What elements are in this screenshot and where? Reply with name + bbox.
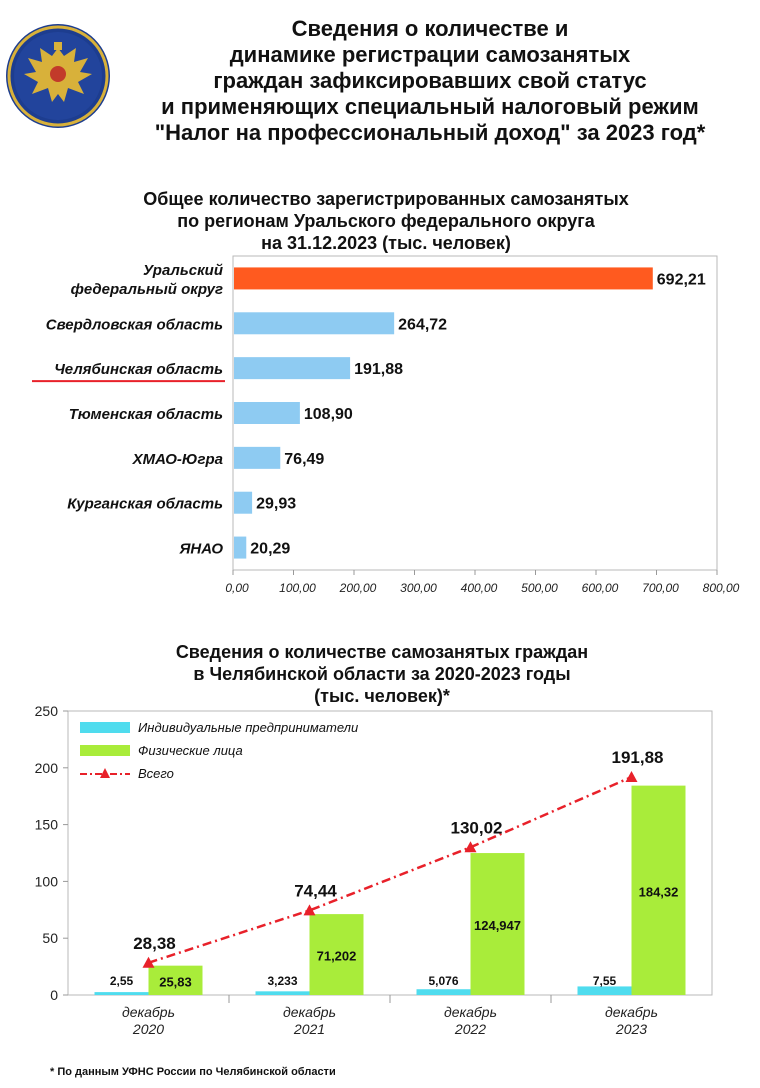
total-value-label: 74,44	[294, 881, 337, 901]
bar-ip	[417, 989, 471, 995]
y-tick-label: 50	[42, 930, 58, 947]
bar	[234, 492, 252, 514]
x-tick-label: 800,00	[702, 581, 740, 595]
category-label: декабрь	[444, 1004, 497, 1020]
bar-value-label: 191,88	[354, 361, 404, 379]
footnote: * По данным УФНС России по Челябинской области	[50, 1066, 336, 1078]
regions-bar-chart	[0, 250, 760, 610]
category-label: 2021	[293, 1021, 326, 1037]
bar	[234, 402, 300, 424]
category-label: Челябинская область	[54, 361, 223, 379]
bar-fl-value-label: 124,947	[474, 918, 521, 934]
y-tick-label: 250	[34, 705, 58, 719]
chart1-title-line: на 31.12.2023 (тыс. человек)	[261, 233, 511, 253]
main-title-line: и применяющих специальный налоговый режим	[161, 94, 699, 119]
legend-label: Физические лица	[138, 743, 243, 758]
x-tick-label: 700,00	[642, 581, 679, 595]
bar	[234, 312, 394, 334]
chelyabinsk-dynamics-chart	[0, 705, 760, 1055]
x-tick-label: 600,00	[581, 581, 619, 595]
bar-ip	[95, 992, 149, 995]
y-tick-label: 100	[34, 873, 58, 890]
category-label: 2022	[454, 1021, 487, 1037]
chart2-title-line: Сведения о количестве самозанятых граждан	[175, 642, 589, 662]
chart2-title-line: (тыс. человек)*	[314, 686, 450, 706]
chart1-title-line: Общее количество зарегистрированных самозанятых	[143, 189, 629, 209]
y-tick-label: 200	[34, 759, 58, 776]
category-label: Свердловская область	[45, 316, 223, 334]
legend-label: Всего	[138, 766, 174, 781]
bar-ip-value-label: 5,076	[428, 974, 459, 988]
bar	[234, 537, 246, 559]
bar-value-label: 20,29	[250, 540, 291, 558]
bar-fl-value-label: 71,202	[316, 948, 357, 964]
bar	[234, 447, 280, 469]
bar-ip-value-label: 7,55	[592, 974, 617, 988]
x-tick-label: 500,00	[521, 581, 558, 595]
bar-ip-value-label: 3,233	[267, 974, 298, 988]
bar-fl-value-label: 25,83	[159, 974, 192, 990]
category-label: федеральный округ	[70, 280, 223, 298]
legend-swatch	[80, 745, 130, 756]
chart1-title	[6, 188, 760, 254]
main-title-line: граждан зафиксировавших свой статус	[213, 68, 647, 93]
bar-value-label: 29,93	[256, 495, 297, 513]
category-label: Уральский	[143, 261, 223, 279]
category-label: Курганская область	[67, 495, 223, 513]
category-label: декабрь	[605, 1004, 658, 1020]
emblem-icon	[4, 22, 112, 130]
main-title-line: Сведения о количестве и	[291, 16, 569, 41]
bar-fl-value-label: 184,32	[638, 884, 679, 900]
y-tick-label: 0	[50, 987, 58, 1003]
x-tick-label: 100,00	[279, 581, 316, 595]
main-title-line: "Налог на профессиональный доход" за 2023 год*	[154, 120, 706, 145]
category-label: 2020	[132, 1021, 165, 1037]
y-tick-label: 150	[34, 816, 58, 833]
legend-label: Индивидуальные предприниматели	[138, 720, 359, 735]
legend-swatch	[80, 722, 130, 733]
chart1-title-line: по регионам Уральского федерального округа	[177, 211, 595, 231]
category-label: ХМАО-Югра	[132, 450, 223, 468]
x-tick-label: 400,00	[460, 581, 498, 595]
bar-value-label: 76,49	[284, 450, 325, 468]
category-label: 2023	[615, 1021, 648, 1037]
total-value-label: 130,02	[450, 818, 503, 838]
category-label: декабрь	[283, 1004, 336, 1020]
bar-ip	[256, 991, 310, 995]
total-point	[626, 771, 638, 782]
x-tick-label: 0,00	[225, 581, 249, 595]
chart2-title-line: в Челябинской области за 2020-2023 годы	[193, 664, 571, 684]
bar	[234, 357, 350, 379]
total-value-label: 28,38	[133, 933, 176, 953]
x-tick-label: 300,00	[400, 581, 437, 595]
category-label: Тюменская область	[68, 406, 223, 423]
bar-value-label: 108,90	[303, 406, 353, 423]
bar-ip-value-label: 2,55	[109, 974, 134, 988]
total-line	[149, 777, 632, 963]
bar-value-label: 692,21	[656, 271, 706, 289]
bar	[234, 267, 653, 289]
category-label: ЯНАО	[179, 540, 223, 558]
chart2-title	[2, 641, 760, 707]
bar-value-label: 264,72	[398, 316, 448, 334]
x-tick-label: 200,00	[339, 581, 377, 595]
main-title	[110, 16, 750, 146]
total-value-label: 191,88	[611, 748, 664, 768]
category-label: декабрь	[122, 1004, 175, 1020]
main-title-line: динамике регистрации самозанятых	[229, 42, 631, 67]
